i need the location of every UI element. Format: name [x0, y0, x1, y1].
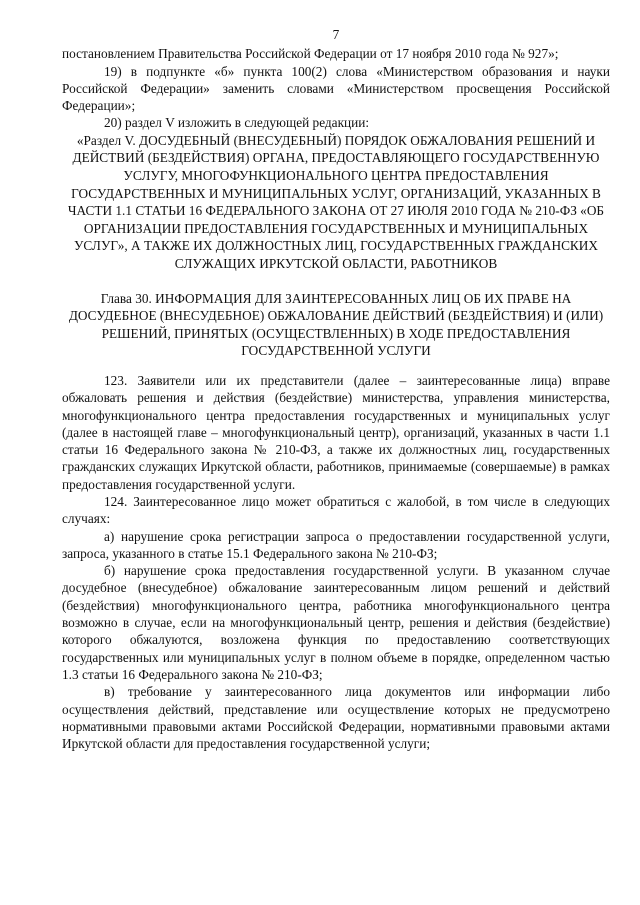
document-page	[62, 26, 610, 752]
chapter-heading: Глава 30. ИНФОРМАЦИЯ ДЛЯ ЗАИНТЕРЕСОВАННЫХ ЛИЦ ОБ ИХ ПРАВЕ НА ДОСУДЕБНОЕ (ВНЕСУДЕБНОЕ) ОБЖАЛОВАНИЕ ДЕЙСТВИЙ (БЕЗДЕЙСТВИЯ) И (ИЛИ) РЕШЕНИЙ, ПРИНЯТЫХ (ОСУЩЕСТВЛЕННЫХ) В ХОДЕ ПРЕДОСТАВЛЕНИЯ ГОСУДАРСТВЕННОЙ УСЛУГИ	[68, 290, 604, 359]
spacer	[62, 360, 610, 372]
paragraph-item-19: 19) в подпункте «б» пункта 100(2) слова «Министерством образования и науки Российской Федерации» заменить словами «Министерством просвещения Российской Федерации»;	[62, 63, 610, 114]
paragraph-item-b: б) нарушение срока предоставления государственной услуги. В указанном случае досудебное (внесудебное) обжалование заинтересованным лицом решений и действий (бездействия) многофункционального центра, работника многофункционального центра возможно в случае, если на многофункциональный центр, решения и действия (бездействие) которого обжалуются, возложена функция по предоставлению соответствующих государственных или муниципальных услуг в полном объеме в порядке, определенном частью 1.3 статьи 16 Федерального закона № 210-ФЗ;	[62, 563, 610, 682]
paragraph-item-a: а) нарушение срока регистрации запроса о предоставлении государственной услуги, запроса, указанного в статье 15.1 Федерального закона № 210-ФЗ;	[62, 528, 610, 561]
page-number: 7	[332, 27, 340, 42]
paragraph-124: 124. Заинтересованное лицо может обратиться с жалобой, в том числе в следующих случаях:	[62, 493, 610, 527]
paragraph-continuation: постановлением Правительства Российской Федерации от 17 ноября 2010 года № 927»;	[62, 46, 559, 62]
paragraph-item-v: в) требование у заинтересованного лица документов или информации либо осуществления действий, представление или осуществление которых не предусмотрено нормативными правовыми актами Российской Федерации, нормативными правовыми актами Иркутской области для предоставления государственной услуги;	[62, 684, 610, 752]
paragraph-item-20: 20) раздел V изложить в следующей редакции:	[104, 115, 370, 131]
spacer	[62, 273, 610, 290]
section-heading: «Раздел V. ДОСУДЕБНЫЙ (ВНЕСУДЕБНЫЙ) ПОРЯДОК ОБЖАЛОВАНИЯ РЕШЕНИЙ И ДЕЙСТВИЙ (БЕЗДЕЙСТВИЯ) ОРГАНА, ПРЕДОСТАВЛЯЮЩЕГО ГОСУДАРСТВЕННУЮ УСЛУГУ, МНОГОФУНКЦИОНАЛЬНОГО ЦЕНТРА ПРЕДОСТАВЛЕНИЯ ГОСУДАРСТВЕННЫХ И МУНИЦИПАЛЬНЫХ УСЛУГ, ОРГАНИЗАЦИЙ, УКАЗАННЫХ В ЧАСТИ 1.1 СТАТЬИ 16 ФЕДЕРАЛЬНОГО ЗАКОНА ОТ 27 ИЮЛЯ 2010 ГОДА № 210-ФЗ «ОБ ОРГАНИЗАЦИИ ПРЕДОСТАВЛЕНИЯ ГОСУДАРСТВЕННЫХ И МУНИЦИПАЛЬНЫХ УСЛУГ», А ТАКЖЕ ИХ ДОЛЖНОСТНЫХ ЛИЦ, ГОСУДАРСТВЕННЫХ ГРАЖДАНСКИХ СЛУЖАЩИХ ИРКУТСКОЙ ОБЛАСТИ, РАБОТНИКОВ	[67, 132, 605, 271]
paragraph-123: 123. Заявители или их представители (далее – заинтересованные лица) вправе обжаловать решения и действия (бездействие) министерства, управления министерства, многофункционального центра предоставления государственных и муниципальных услуг (далее в настоящей главе – многофункциональный центр), организаций, указанных в части 1.1 статьи 16 Федерального закона № 210-ФЗ, а также их должностных лиц, государственных гражданских служащих Иркутской области, работников, принимаемые (совершаемые) в рамках предоставления государственной услуги.	[62, 372, 610, 492]
